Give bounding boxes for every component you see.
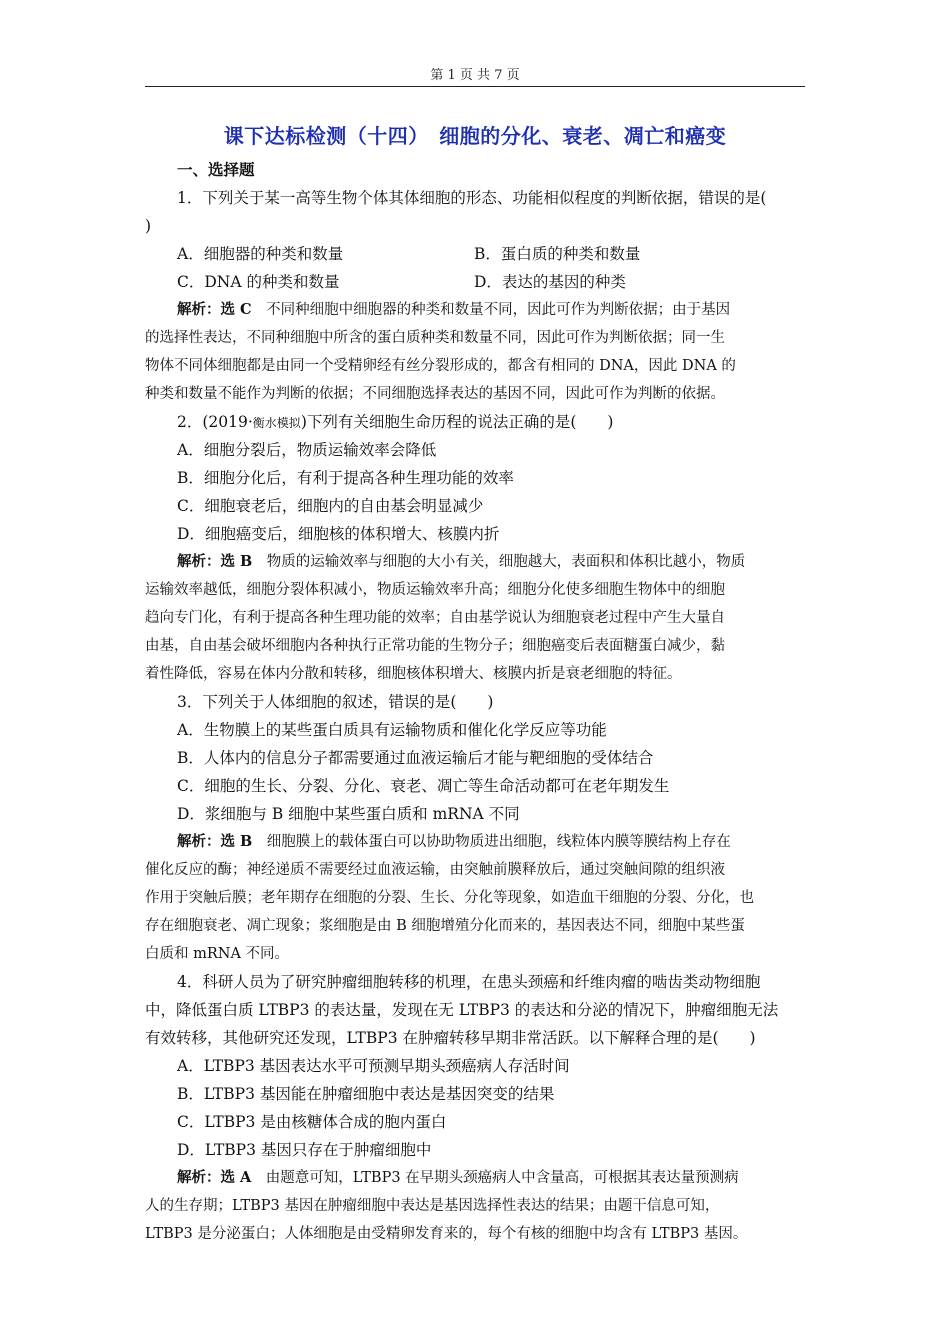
option-b: B．LTBP3 基因能在肿瘤细胞中表达是基因突变的结果	[177, 1085, 555, 1103]
analysis-line: LTBP3 是分泌蛋白；人体细胞是由受精卵发育来的，每个有核的细胞中均含有 LTBP3 基因。	[145, 1226, 748, 1242]
question-stem: 3．下列关于人体细胞的叙述，错误的是( )	[177, 693, 494, 711]
analysis-line	[145, 548, 807, 576]
question-3	[145, 688, 807, 968]
analysis-label: 解析：选 B	[177, 553, 253, 570]
option-c: C．LTBP3 是由核糖体合成的胞内蛋白	[177, 1113, 447, 1131]
question-stem-cont: 中，降低蛋白质 LTBP3 的表达量，发现在无 LTBP3 的表达和分泌的情况下，肿瘤细胞无法	[145, 1001, 779, 1019]
question-number: 2．(2019·	[177, 413, 253, 431]
question-stem	[145, 408, 807, 436]
header-divider	[145, 86, 805, 87]
option-d: D．表达的基因的种类	[474, 273, 626, 291]
option-c: C．DNA 的种类和数量	[177, 273, 340, 291]
option-d: D．浆细胞与 B 细胞中某些蛋白质和 mRNA 不同	[177, 805, 520, 823]
analysis-line: 趋向专门化，有利于提高各种生理功能的效率；自由基学说认为细胞衰老过程中产生大量自	[145, 610, 725, 626]
question-stem: 1．下列关于某一高等生物个体其体细胞的形态、功能相似程度的判断依据，错误的是(	[177, 189, 767, 207]
analysis-line	[145, 1164, 807, 1192]
question-2	[145, 408, 807, 688]
option-b: B．细胞分化后，有利于提高各种生理功能的效率	[177, 469, 514, 487]
analysis-line: 着性降低，容易在体内分散和转移，细胞核体积增大、核膜内折是衰老细胞的特征。	[145, 666, 682, 682]
option-a: A．细胞分裂后，物质运输效率会降低	[177, 441, 437, 459]
analysis-text: 不同种细胞中细胞器的种类和数量不同，因此可作为判断依据；由于基因	[251, 302, 731, 318]
option-a: A．细胞器的种类和数量	[177, 245, 344, 263]
question-stem-cont: 有效转移，其他研究还发现，LTBP3 在肿瘤转移早期非常活跃。以下解释合理的是( )	[145, 1029, 756, 1047]
question-stem: 4．科研人员为了研究肿瘤细胞转移的机理，在患头颈癌和纤维肉瘤的啮齿类动物细胞	[177, 973, 761, 991]
analysis-line: 物体不同体细胞都是由同一个受精卵经有丝分裂形成的，都含有相同的 DNA，因此 DNA 的	[145, 358, 736, 374]
question-text: )下列有关细胞生命历程的说法正确的是( )	[300, 413, 614, 431]
analysis-label: 解析：选 A	[177, 1169, 252, 1186]
analysis-text: 物质的运输效率与细胞的大小有关，细胞越大，表面积和体积比越小，物质	[252, 554, 746, 570]
analysis-line	[145, 828, 807, 856]
option-row	[145, 240, 807, 268]
analysis-line: 催化反应的酶；神经递质不需要经过血液运输，由突触前膜释放后，通过突触间隙的组织液	[145, 862, 725, 878]
analysis-line: 运输效率越低，细胞分裂体积减小，物质运输效率升高；细胞分化使多细胞生物体中的细胞	[145, 582, 725, 598]
analysis-label: 解析：选 B	[177, 833, 253, 850]
question-1	[145, 184, 807, 408]
analysis-line: 存在细胞衰老、凋亡现象；浆细胞是由 B 细胞增殖分化而来的，基因表达不同，细胞中某些蛋	[145, 918, 745, 934]
option-b: B．人体内的信息分子都需要通过血液运输后才能与靶细胞的受体结合	[177, 749, 654, 767]
option-d: D．细胞癌变后，细胞核的体积增大、核膜内折	[177, 525, 500, 543]
analysis-line: 种类和数量不能作为判断的依据；不同细胞选择表达的基因不同，因此可作为判断的依据。	[145, 386, 725, 402]
option-a: A．LTBP3 基因表达水平可预测早期头颈癌病人存活时间	[177, 1057, 570, 1075]
option-c: C．细胞衰老后，细胞内的自由基会明显减少	[177, 497, 484, 515]
question-stem-cont: )	[145, 217, 152, 235]
question-source: 衡水模拟	[252, 416, 301, 430]
option-c: C．细胞的生长、分裂、分化、衰老、凋亡等生命活动都可在老年期发生	[177, 777, 670, 795]
option-a: A．生物膜上的某些蛋白质具有运输物质和催化化学反应等功能	[177, 721, 607, 739]
option-row	[145, 268, 807, 296]
analysis-line: 作用于突触后膜；老年期存在细胞的分裂、生长、分化等现象，如造血干细胞的分裂、分化，也	[145, 890, 754, 906]
analysis-line: 由基，自由基会破坏细胞内各种执行正常功能的生物分子；细胞癌变后表面糖蛋白减少，黏	[145, 638, 725, 654]
option-d: D．LTBP3 基因只存在于肿瘤细胞中	[177, 1141, 432, 1159]
analysis-label: 解析：选 C	[177, 301, 252, 318]
analysis-text: 细胞膜上的载体蛋白可以协助物质进出细胞，线粒体内膜等膜结构上存在	[252, 834, 731, 850]
document-body	[145, 156, 807, 1248]
analysis-line	[145, 296, 807, 324]
analysis-line: 人的生存期；LTBP3 基因在肿瘤细胞中表达是基因选择性表达的结果；由题干信息可知，	[145, 1198, 720, 1214]
option-b: B．蛋白质的种类和数量	[474, 245, 641, 263]
question-4	[145, 968, 807, 1248]
section-heading: 一、选择题	[177, 160, 255, 179]
page-header: 第 1 页 共 7 页	[430, 68, 520, 83]
document-title: 课下达标检测（十四） 细胞的分化、衰老、凋亡和癌变	[223, 124, 727, 148]
analysis-text: 由题意可知，LTBP3 在早期头颈癌病人中含量高，可根据其表达量预测病	[251, 1170, 739, 1186]
analysis-line: 的选择性表达，不同种细胞中所含的蛋白质种类和数量不同，因此可作为判断依据；同一生	[145, 330, 725, 346]
analysis-line: 白质和 mRNA 不同。	[145, 946, 290, 962]
